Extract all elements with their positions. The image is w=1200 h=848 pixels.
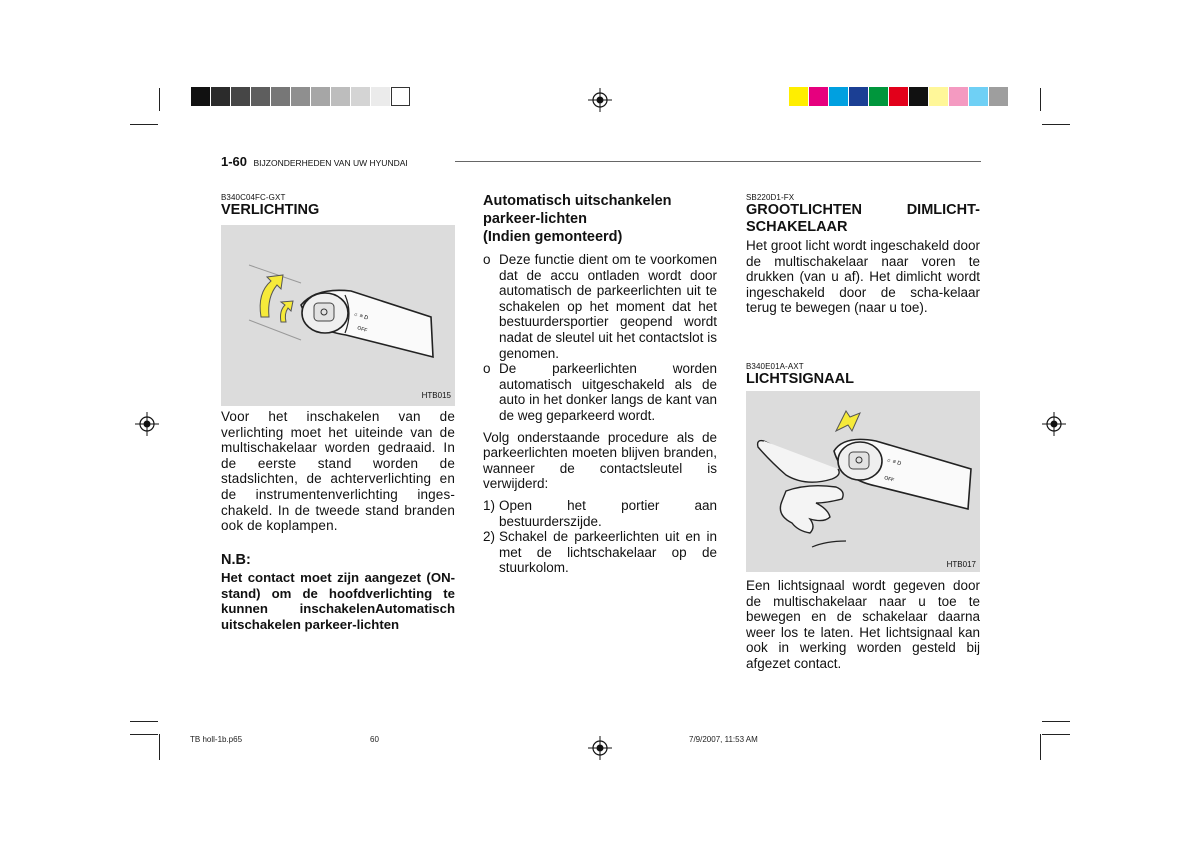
list-item-text: Deze functie dient om te voorkomen dat de accu ontladen wordt door automatisch de parkeerlichten uit te schakelen op het moment dat het bestuurdersportier geopend wordt nadat de sleutel uit het contactslot is genomen. xyxy=(499,252,717,361)
heading-line: GROOTLICHTEN DIMLICHT- xyxy=(746,202,980,218)
color-swatch xyxy=(211,87,230,106)
step-number: 2) xyxy=(483,529,496,545)
footer-datetime: 7/9/2007, 11:53 AM xyxy=(689,735,758,744)
steps-list xyxy=(483,498,717,576)
column-middle xyxy=(483,192,717,576)
bullet-marker: o xyxy=(483,361,491,377)
column-right xyxy=(746,193,980,316)
bullet-marker: o xyxy=(483,252,491,267)
heading-automatic-switchoff xyxy=(483,192,717,246)
color-swatch xyxy=(291,87,310,106)
color-swatch xyxy=(949,87,968,106)
color-swatch xyxy=(969,87,988,106)
color-swatch xyxy=(809,87,828,106)
section-title-verlichting: VERLICHTING xyxy=(221,202,320,218)
section-code: B340E01A-AXT xyxy=(746,362,804,371)
heading-line: parkeer-lichten xyxy=(483,211,587,227)
color-swatch xyxy=(989,87,1008,106)
header-rule xyxy=(455,161,981,162)
section-title-grootlichten xyxy=(746,202,980,236)
color-swatch xyxy=(829,87,848,106)
procedure-intro: Volg onderstaande procedure als de parkeerlichten moeten blijven branden, wanneer de contactsleutel is verwijderd: xyxy=(483,429,717,492)
column-left xyxy=(221,193,455,219)
registration-target-icon xyxy=(588,88,612,112)
heading-line: Automatisch uitschankelen xyxy=(483,193,672,209)
color-swatch xyxy=(869,87,888,106)
list-item xyxy=(483,361,717,423)
section-title-lichtsignaal: LICHTSIGNAAL xyxy=(746,371,854,387)
figure-label: HTB017 xyxy=(946,560,976,569)
page-number: 1-60 xyxy=(221,154,248,169)
footer-file: TB holl-1b.p65 xyxy=(190,735,243,744)
color-swatch xyxy=(391,87,410,106)
body-lichtsignaal: Een lichtsignaal wordt gegeven door de multischakelaar naar u toe te bewegen en de schakelaar daarna weer los te laten. Het lichtsignaal kan ook in werking worden gesteld bij afgezet contact. xyxy=(746,578,980,671)
color-swatch xyxy=(351,87,370,106)
list-item xyxy=(483,252,717,361)
flash-signal-illustration xyxy=(746,391,980,572)
color-swatch xyxy=(909,87,928,106)
color-swatch xyxy=(251,87,270,106)
svg-text:OFF: OFF xyxy=(356,325,368,334)
color-swatch xyxy=(231,87,250,106)
registration-target-icon xyxy=(1042,412,1066,436)
section-title: BIJZONDERHEDEN VAN UW HYUNDAI xyxy=(253,158,408,168)
color-swatch xyxy=(371,87,390,106)
section-code: SB220D1-FX xyxy=(746,193,795,202)
bullet-list xyxy=(483,252,717,424)
list-item xyxy=(483,529,717,576)
body-grootlichten: Het groot licht wordt ingeschakeld door de multischakelaar naar voren te drukken (van u af). Het dimlicht wordt ingeschakeld door de scha-kelaar terug te bewegen (naar u toe). xyxy=(746,238,980,316)
footer-page: 60 xyxy=(370,735,379,744)
color-swatch xyxy=(311,87,330,106)
note-title: N.B: xyxy=(221,552,251,568)
note-block xyxy=(221,552,455,632)
svg-text:☼ ≡ D: ☼ ≡ D xyxy=(352,311,369,322)
step-number: 1) xyxy=(483,497,496,513)
color-swatch xyxy=(191,87,210,106)
color-swatch xyxy=(789,87,808,106)
list-item-text: De parkeerlichten worden automatisch uitgeschakeld als de auto in het donker langs de kant van de weg geparkeerd wordt. xyxy=(499,361,717,423)
registration-target-icon xyxy=(588,736,612,760)
list-item-text: Open het portier aan bestuurderszijde. xyxy=(499,497,717,529)
figure-label: HTB015 xyxy=(421,391,451,400)
figure-light-switch xyxy=(221,225,455,406)
color-swatch xyxy=(271,87,290,106)
svg-text:☼ ≡ D: ☼ ≡ D xyxy=(885,457,902,468)
list-item-text: Schakel de parkeerlichten uit en in met de lichtschakelaar op de stuurkolom. xyxy=(499,529,717,576)
color-swatch xyxy=(331,87,350,106)
light-switch-illustration xyxy=(221,225,455,406)
lichtsignaal-heading-block xyxy=(746,362,980,388)
color-swatch xyxy=(929,87,948,106)
heading-line: SCHAKELAAR xyxy=(746,219,848,235)
figure-flash-signal xyxy=(746,391,980,572)
section-code: B340C04FC-GXT xyxy=(221,193,286,202)
registration-target-icon xyxy=(135,412,159,436)
heading-line: (Indien gemonteerd) xyxy=(483,229,623,245)
body-verlichting: Voor het inschakelen van de verlichting moet het uiteinde van de multischakelaar worden gedraaid. In de eerste stand worden de stadslichten, de achterverlichting en de instrumentenverlichting inges-chakeld. In de tweede stand branden ook de koplampen. xyxy=(221,409,455,534)
color-swatch xyxy=(849,87,868,106)
page-header xyxy=(221,153,981,169)
color-swatch xyxy=(889,87,908,106)
note-body: Het contact moet zijn aangezet (ON-stand) om de hoofdverlichting te kunnen inschakelenAutomatisch uitschakelen parkeer-lichten xyxy=(221,570,455,632)
list-item xyxy=(483,498,717,529)
svg-text:OFF: OFF xyxy=(883,475,895,484)
